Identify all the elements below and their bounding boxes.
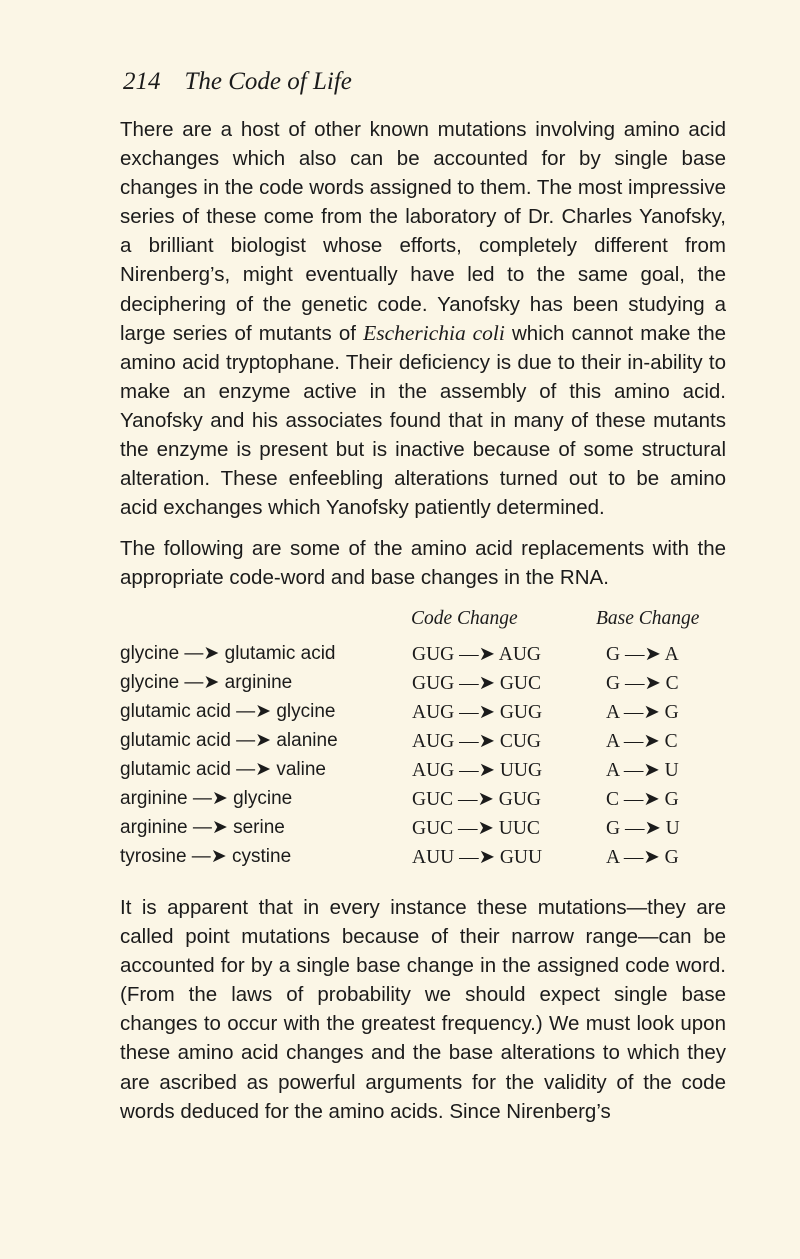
replacement-cell: glutamic acid —➤ glycine — [120, 701, 336, 722]
paragraph-yanofsky — [120, 115, 726, 522]
code-change-cell: GUC —➤ GUG — [412, 789, 542, 810]
code-change-cell: AUG —➤ GUG — [412, 702, 543, 723]
column-header-base-change: Base Change — [596, 608, 700, 629]
table-row — [0, 642, 800, 670]
paragraph-text: which cannot make the amino acid tryptophane. Their deficiency is due to their in-ability to make an enzyme active in the assembly of this amino acid. Yanofsky and his associates found that in many of these mutants the enzyme is present but is inactive because of some structural alteration. These enfeebling alterations turned out to be amino acid exchanges which Yanofsky patiently determined. — [120, 321, 727, 520]
code-change-cell: AUG —➤ UUG — [412, 760, 543, 781]
page-number: 214 — [123, 68, 161, 95]
paragraph-text: The following are some of the amino acid replacements with the appropriate code-word and base changes in the RNA. — [120, 537, 726, 590]
column-header-code-change: Code Change — [411, 608, 518, 629]
replacement-cell: glycine —➤ arginine — [120, 672, 293, 693]
code-change-cell: GUG —➤ AUG — [412, 644, 542, 665]
paragraph-point-mutations — [120, 893, 726, 1126]
base-change-cell: G —➤ A — [606, 644, 679, 665]
base-change-cell: A —➤ U — [606, 760, 679, 781]
table-row — [0, 758, 800, 786]
running-header — [123, 68, 352, 96]
replacement-cell: arginine —➤ glycine — [120, 788, 293, 809]
base-change-cell: A —➤ G — [606, 702, 679, 723]
base-change-cell: G —➤ U — [606, 818, 680, 839]
base-change-cell: C —➤ G — [606, 789, 679, 810]
table-row — [0, 700, 800, 728]
base-change-cell: A —➤ C — [606, 731, 678, 752]
code-change-cell: AUG —➤ CUG — [412, 731, 542, 752]
code-change-cell: GUG —➤ GUC — [412, 673, 542, 694]
paragraph-text: There are a host of other known mutations involving amino acid exchanges which also can be accounted for by single base changes in the code words assigned to them. The most impressive series of these come from the laboratory of Dr. Charles Yanofsky, a brilliant biologist whose efforts, completely different from Nirenberg’s, might eventually have led to the same goal, the deciphering of the genetic code. Yanofsky has been studying a large series of mutants of — [120, 118, 726, 345]
replacement-cell: glutamic acid —➤ valine — [120, 759, 327, 780]
replacement-cell: glycine —➤ glutamic acid — [120, 643, 336, 664]
table-row — [0, 845, 800, 873]
replacement-cell: glutamic acid —➤ alanine — [120, 730, 338, 751]
code-change-cell: GUC —➤ UUC — [412, 818, 540, 839]
table-row — [0, 816, 800, 844]
table-row — [0, 729, 800, 757]
table-row — [0, 787, 800, 815]
replacement-cell: arginine —➤ serine — [120, 817, 285, 838]
species-name: Escherichia coli — [363, 320, 505, 345]
paragraph-text: It is apparent that in every instance these mutations—they are called point mutations because of their narrow range—can be accounted for by a single base change in the assigned code word. (From the laws of probability we should expect single base changes to occur with the greatest frequency.) We must look upon these amino acid changes and the base alterations to which they are ascribed as powerful arguments for the validity of the code words deduced for the amino acids. Since Nirenberg’s — [120, 896, 726, 1123]
paragraph-intro-table — [120, 534, 726, 592]
base-change-cell: G —➤ C — [606, 673, 679, 694]
code-change-cell: AUU —➤ GUU — [412, 847, 543, 868]
base-change-cell: A —➤ G — [606, 847, 679, 868]
table-row — [0, 671, 800, 699]
replacement-cell: tyrosine —➤ cystine — [120, 846, 292, 867]
book-title: The Code of Life — [184, 68, 352, 95]
